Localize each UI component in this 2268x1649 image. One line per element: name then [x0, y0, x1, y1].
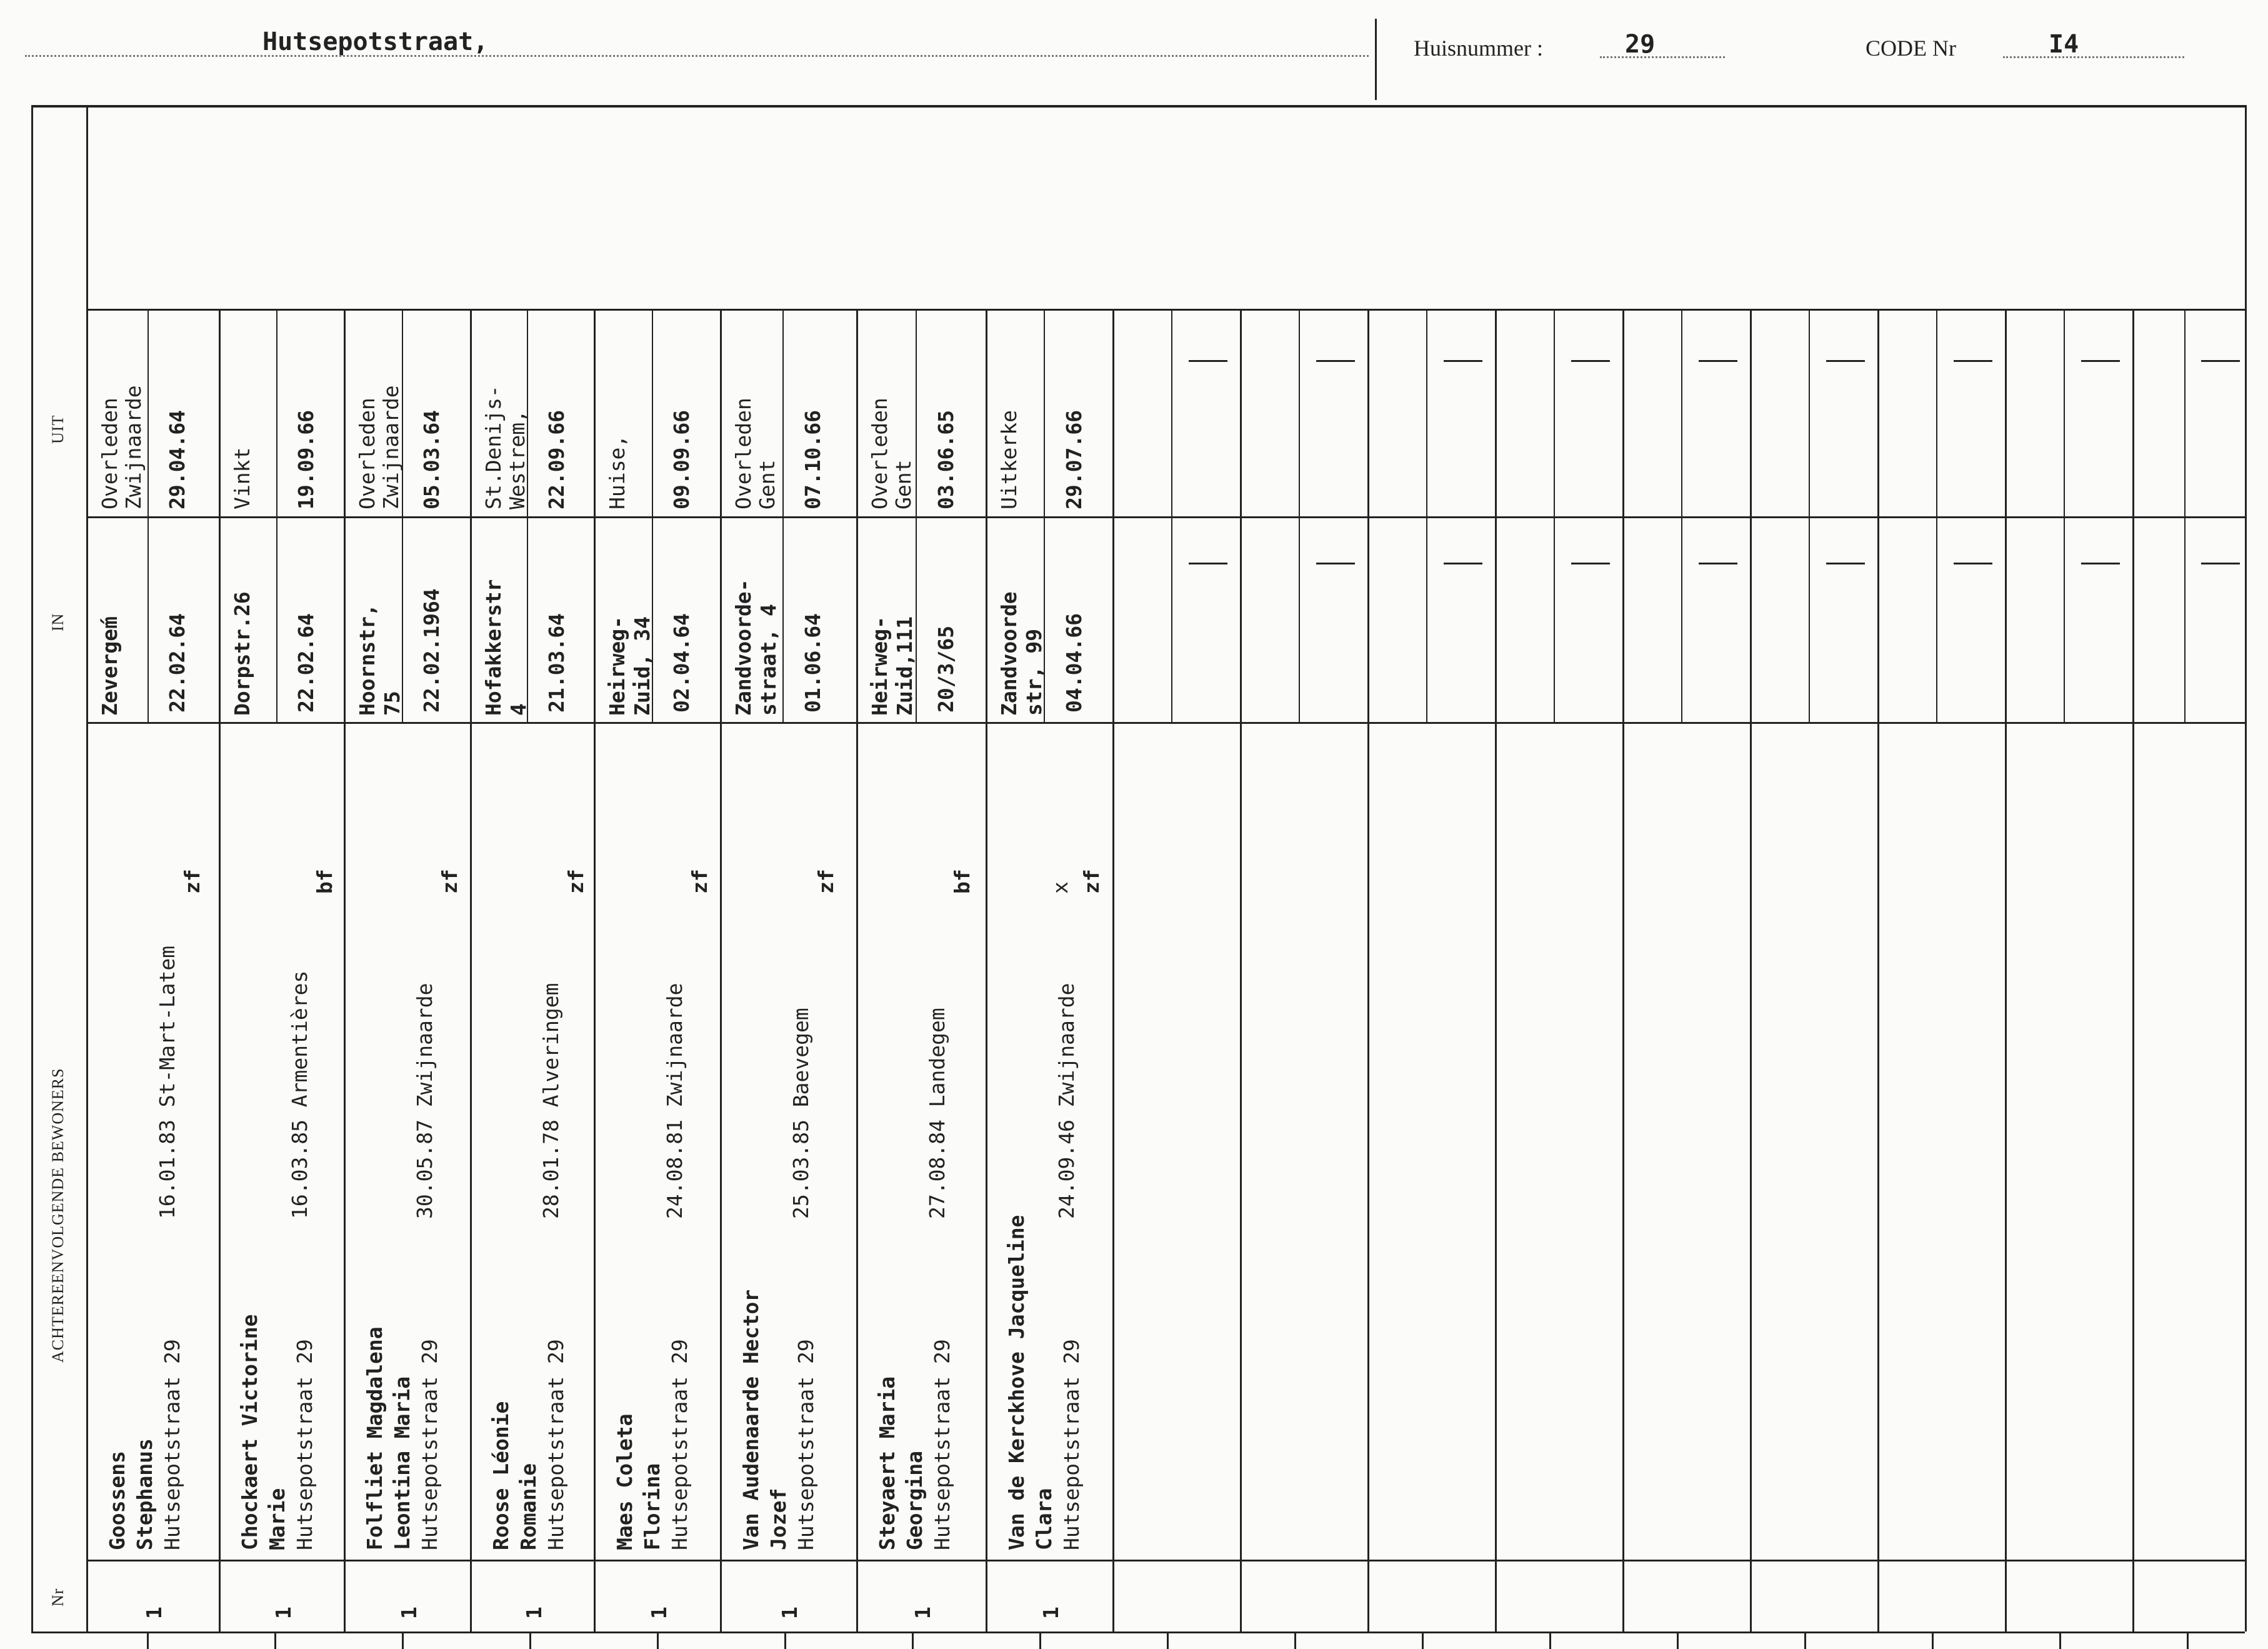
- resident-name-line: Hutsepotstraat 29: [292, 1339, 317, 1550]
- code-underline: [2003, 56, 2184, 58]
- column-divider: [1240, 309, 1242, 1631]
- column-divider: [1495, 309, 1497, 1631]
- bottom-tick: [1167, 1633, 1169, 1649]
- empty-dash: [1571, 563, 1610, 564]
- empty-dash: [1954, 563, 1992, 564]
- grid-top-border: [31, 105, 2245, 108]
- resident-name-line: Hutsepotstraat 29: [160, 1339, 184, 1550]
- resident-name-line: Stephanus: [132, 1438, 157, 1550]
- record-nr: 1: [522, 1606, 547, 1619]
- sub-column-divider: [2184, 309, 2186, 722]
- in-date: 04.04.66: [1061, 613, 1086, 713]
- empty-dash: [1699, 360, 1737, 362]
- in-place: 4: [506, 703, 531, 716]
- sub-column-divider: [402, 309, 403, 722]
- bottom-tick: [2187, 1633, 2189, 1649]
- bottom-tick: [1549, 1633, 1551, 1649]
- section-label-in: IN: [49, 613, 67, 631]
- sub-column-divider: [276, 309, 277, 722]
- in-place: Zandvoorde: [997, 591, 1021, 716]
- bottom-tick: [1932, 1633, 1934, 1649]
- resident-name-line: Folfliet Magdalena: [362, 1326, 387, 1550]
- birth-date-place: 25.03.85 Baevegem: [789, 1008, 813, 1219]
- uit-place: Uitkerke: [997, 410, 1021, 509]
- empty-dash: [1189, 360, 1227, 362]
- household-mark: bf: [950, 869, 974, 894]
- column-divider: [1112, 309, 1114, 1631]
- in-section-top: [86, 516, 2245, 518]
- record-nr: 1: [271, 1606, 296, 1619]
- in-place: Zuid,111: [892, 616, 917, 716]
- record-nr: 1: [910, 1606, 935, 1619]
- code-label: CODE Nr: [1866, 36, 1956, 61]
- column-divider: [594, 309, 596, 1631]
- in-place: straat, 4: [756, 604, 781, 716]
- uit-place: Westrem,: [505, 410, 529, 509]
- birth-date-place: 24.08.81 Zwijnaarde: [662, 983, 687, 1219]
- resident-name-line: Roose Léonie: [489, 1401, 513, 1550]
- resident-name-line: Hutsepotstraat 29: [544, 1339, 568, 1550]
- empty-dash: [1444, 563, 1482, 564]
- section-label-residents: ACHTEREENVOLGENDE BEWONERS: [49, 1068, 67, 1363]
- bottom-tick: [1677, 1633, 1679, 1649]
- in-date: 22.02.64: [294, 613, 318, 713]
- resident-name-line: Hutsepotstraat 29: [667, 1339, 692, 1550]
- resident-name-line: Maes Coleta: [612, 1413, 637, 1550]
- sub-column-divider: [1936, 309, 1937, 722]
- sub-column-divider: [2064, 309, 2065, 722]
- uit-place: Huise,: [605, 434, 629, 509]
- bottom-tick: [1294, 1633, 1296, 1649]
- uit-date: 05.03.64: [419, 410, 444, 509]
- empty-dash: [1316, 360, 1355, 362]
- uit-date: 29.04.64: [165, 410, 189, 509]
- uit-date: 22.09.66: [544, 410, 569, 509]
- record-nr: 1: [142, 1606, 167, 1619]
- uit-place: Zwijnaarde: [379, 385, 403, 509]
- residents-section-top: [86, 722, 2245, 724]
- empty-dash: [2201, 360, 2240, 362]
- empty-dash: [2201, 563, 2240, 564]
- resident-name-line: Chockaert Victorine: [237, 1314, 262, 1550]
- in-date: 22.02.64: [165, 613, 189, 713]
- grid-left-border: [31, 105, 33, 1631]
- bottom-tick: [529, 1633, 531, 1649]
- empty-dash: [1189, 563, 1227, 564]
- in-date: 22.02.1964: [419, 588, 444, 713]
- uit-place: Overleden: [97, 398, 122, 509]
- uit-date: 07.10.66: [801, 410, 825, 509]
- grid-bottom-border: [31, 1631, 2245, 1633]
- record-nr: 1: [646, 1606, 671, 1619]
- header-divider: [1375, 19, 1377, 100]
- in-date: 21.03.64: [544, 613, 569, 713]
- household-mark: zf: [1079, 869, 1104, 894]
- uit-section-top: [86, 309, 2245, 311]
- label-column-divider: [86, 105, 88, 1631]
- in-date: 20/3/65: [933, 625, 958, 713]
- street-underline: [25, 55, 1369, 57]
- birth-date-place: 24.09.46 Zwijnaarde: [1054, 983, 1079, 1219]
- sub-column-divider: [1299, 309, 1300, 722]
- birth-date-place: 28.01.78 Alveringem: [539, 983, 563, 1219]
- uit-place: Vinkt: [230, 447, 254, 509]
- extra-mark: x: [1048, 881, 1072, 894]
- column-divider: [720, 309, 722, 1631]
- bottom-tick: [2059, 1633, 2061, 1649]
- in-place: Heirweg-: [605, 616, 629, 716]
- household-mark: bf: [312, 869, 337, 894]
- record-nr: 1: [1039, 1606, 1064, 1619]
- column-divider: [1750, 309, 1752, 1631]
- resident-name-line: Steyaert Maria: [875, 1376, 899, 1550]
- sub-column-divider: [1809, 309, 1810, 722]
- record-nr: 1: [777, 1606, 802, 1619]
- bottom-tick: [1804, 1633, 1806, 1649]
- column-divider: [470, 309, 472, 1631]
- uit-place: Overleden: [355, 398, 379, 509]
- uit-place: St.Denijs-: [481, 385, 506, 509]
- bottom-tick: [784, 1633, 786, 1649]
- uit-place: Overleden: [731, 398, 756, 509]
- sub-column-divider: [1426, 309, 1427, 722]
- household-mark: zf: [180, 869, 204, 894]
- uit-place: Gent: [891, 459, 916, 509]
- house-number-label: Huisnummer :: [1414, 36, 1543, 61]
- column-divider: [219, 309, 221, 1631]
- column-divider: [2132, 309, 2134, 1631]
- in-place: 75: [380, 691, 404, 716]
- resident-name-line: Van Audenaarde Hector: [739, 1289, 763, 1550]
- bottom-tick: [912, 1633, 914, 1649]
- uit-date: 19.09.66: [294, 410, 318, 509]
- uit-date: 09.09.66: [669, 410, 694, 509]
- column-divider: [1367, 309, 1369, 1631]
- column-divider: [2005, 309, 2007, 1631]
- uit-date: 29.07.66: [1061, 410, 1086, 509]
- empty-dash: [1954, 360, 1992, 362]
- uit-place: Gent: [755, 459, 779, 509]
- in-place: Zevergeḿ: [97, 616, 122, 716]
- resident-name-line: Hutsepotstraat 29: [794, 1339, 818, 1550]
- column-divider: [986, 309, 987, 1631]
- bottom-tick: [402, 1633, 404, 1649]
- in-place: Zandvoorde-: [731, 579, 756, 716]
- birth-date-place: 30.05.87 Zwijnaarde: [412, 983, 437, 1219]
- section-label-nr: Nr: [49, 1588, 67, 1606]
- empty-dash: [1699, 563, 1737, 564]
- bottom-tick: [1422, 1633, 1424, 1649]
- sub-column-divider: [147, 309, 149, 722]
- bottom-tick: [657, 1633, 659, 1649]
- column-divider: [1877, 309, 1879, 1631]
- in-place: str, 99: [1022, 628, 1046, 716]
- in-place: Hoornstr,: [355, 604, 379, 716]
- empty-dash: [2081, 360, 2120, 362]
- sub-column-divider: [1554, 309, 1555, 722]
- resident-name-line: Georgina: [902, 1451, 927, 1550]
- sub-column-divider: [1171, 309, 1172, 722]
- empty-dash: [2081, 563, 2120, 564]
- in-place: Zuid, 34: [630, 616, 654, 716]
- birth-date-place: 16.01.83 St-Mart-Latem: [155, 945, 179, 1219]
- resident-name-line: Hutsepotstraat 29: [417, 1339, 442, 1550]
- birth-date-place: 16.03.85 Armentières: [287, 970, 312, 1219]
- empty-dash: [1826, 563, 1865, 564]
- household-mark: zf: [564, 869, 588, 894]
- household-mark: zf: [814, 869, 838, 894]
- bottom-tick: [274, 1633, 276, 1649]
- grid-right-border: [2245, 105, 2247, 1631]
- empty-dash: [1826, 360, 1865, 362]
- in-date: 02.04.64: [669, 613, 694, 713]
- record-nr: 1: [396, 1606, 421, 1619]
- bottom-tick: [147, 1633, 149, 1649]
- in-date: 01.06.64: [801, 613, 825, 713]
- house-number-underline: [1600, 56, 1725, 58]
- resident-name-line: Florina: [640, 1463, 664, 1550]
- uit-place: Overleden: [867, 398, 892, 509]
- uit-place: Zwijnaarde: [121, 385, 146, 509]
- sub-column-divider: [1681, 309, 1682, 722]
- resident-name-line: Marie: [265, 1488, 289, 1550]
- empty-dash: [1571, 360, 1610, 362]
- household-mark: zf: [687, 869, 712, 894]
- resident-name-line: Leontina Maria: [390, 1376, 414, 1550]
- column-divider: [1622, 309, 1624, 1631]
- resident-name-line: Romanie: [516, 1463, 541, 1550]
- resident-name-line: Hutsepotstraat 29: [1059, 1339, 1084, 1550]
- household-mark: zf: [437, 869, 462, 894]
- street-name: Hutsepotstraat,: [262, 28, 489, 56]
- bottom-tick: [1039, 1633, 1041, 1649]
- empty-dash: [1316, 563, 1355, 564]
- in-place: Heirweg-: [867, 616, 892, 716]
- resident-name-line: Jozef: [766, 1488, 791, 1550]
- nr-section-top: [86, 1560, 2245, 1561]
- resident-name-line: Goossens: [105, 1451, 129, 1550]
- empty-dash: [1444, 360, 1482, 362]
- resident-name-line: Van de Kerckhove Jacqueline: [1004, 1215, 1029, 1550]
- resident-name-line: Hutsepotstraat 29: [930, 1339, 954, 1550]
- in-place: Dorpstr.26: [230, 591, 254, 716]
- uit-date: 03.06.65: [933, 410, 958, 509]
- code-value: I4: [2049, 30, 2079, 59]
- resident-name-line: Clara: [1032, 1488, 1056, 1550]
- column-divider: [856, 309, 858, 1631]
- birth-date-place: 27.08.84 Landegem: [925, 1008, 949, 1219]
- in-place: Hofakkerstr: [481, 579, 506, 716]
- column-divider: [344, 309, 346, 1631]
- sub-column-divider: [527, 309, 528, 722]
- section-label-uit: UIT: [49, 414, 67, 444]
- sub-column-divider: [782, 309, 784, 722]
- house-number-value: 29: [1625, 30, 1656, 59]
